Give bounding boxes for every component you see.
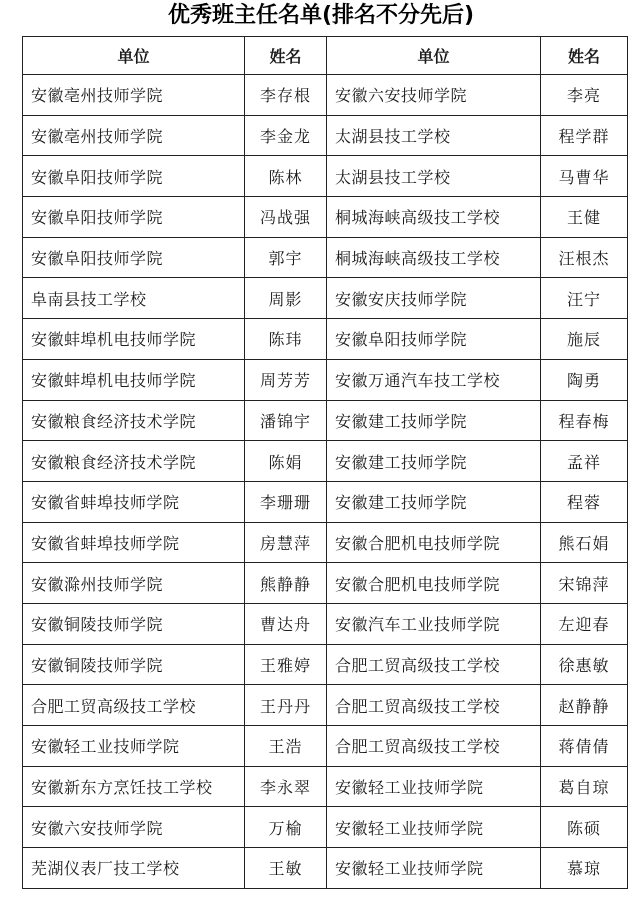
cell-name-left: 房慧萍 bbox=[245, 522, 327, 563]
cell-name-left: 曹达舟 bbox=[245, 603, 327, 644]
cell-name-left: 王敏 bbox=[245, 848, 327, 889]
cell-unit-left: 安徽阜阳技师学院 bbox=[23, 237, 245, 278]
cell-name-left: 李金龙 bbox=[245, 115, 327, 156]
cell-unit-right: 桐城海峡高级技工学校 bbox=[327, 197, 541, 238]
cell-unit-left: 安徽蚌埠机电技师学院 bbox=[23, 319, 245, 360]
cell-name-right: 程蓉 bbox=[541, 481, 628, 522]
table-row bbox=[23, 563, 628, 604]
document-title: 优秀班主任名单(排名不分先后) bbox=[167, 3, 475, 28]
cell-unit-right: 安徽建工技师学院 bbox=[327, 400, 541, 441]
cell-name-right: 程学群 bbox=[541, 115, 628, 156]
cell-unit-right: 安徽合肥机电技师学院 bbox=[327, 563, 541, 604]
cell-unit-right: 安徽阜阳技师学院 bbox=[327, 319, 541, 360]
cell-unit-right: 合肥工贸高级技工学校 bbox=[327, 685, 541, 726]
cell-name-right: 王健 bbox=[541, 197, 628, 238]
cell-name-right: 李亮 bbox=[541, 75, 628, 116]
cell-name-left: 周芳芳 bbox=[245, 359, 327, 400]
cell-name-right: 葛自琼 bbox=[541, 766, 628, 807]
cell-unit-left: 安徽新东方烹饪技工学校 bbox=[23, 766, 245, 807]
cell-unit-left: 安徽亳州技师学院 bbox=[23, 75, 245, 116]
cell-unit-left: 安徽阜阳技师学院 bbox=[23, 197, 245, 238]
header-name-left: 姓名 bbox=[245, 37, 327, 75]
cell-unit-right: 安徽汽车工业技师学院 bbox=[327, 603, 541, 644]
cell-unit-right: 安徽六安技师学院 bbox=[327, 75, 541, 116]
cell-unit-right: 安徽合肥机电技师学院 bbox=[327, 522, 541, 563]
table-row bbox=[23, 522, 628, 563]
cell-name-right: 施辰 bbox=[541, 319, 628, 360]
table-row bbox=[23, 603, 628, 644]
cell-unit-right: 安徽轻工业技师学院 bbox=[327, 766, 541, 807]
table-row bbox=[23, 278, 628, 319]
cell-name-left: 熊静静 bbox=[245, 563, 327, 604]
cell-unit-left: 安徽滁州技师学院 bbox=[23, 563, 245, 604]
table-row bbox=[23, 75, 628, 116]
cell-name-left: 李永翠 bbox=[245, 766, 327, 807]
cell-name-right: 汪宁 bbox=[541, 278, 628, 319]
cell-name-left: 冯战强 bbox=[245, 197, 327, 238]
table-row bbox=[23, 644, 628, 685]
cell-name-right: 宋锦萍 bbox=[541, 563, 628, 604]
cell-name-left: 陈娟 bbox=[245, 441, 327, 482]
header-unit-left: 单位 bbox=[23, 37, 245, 75]
table-row bbox=[23, 237, 628, 278]
cell-name-left: 郭宇 bbox=[245, 237, 327, 278]
cell-name-right: 赵静静 bbox=[541, 685, 628, 726]
cell-name-right: 左迎春 bbox=[541, 603, 628, 644]
cell-unit-left: 安徽阜阳技师学院 bbox=[23, 156, 245, 197]
roster-table bbox=[22, 36, 628, 889]
cell-unit-left: 安徽轻工业技师学院 bbox=[23, 726, 245, 767]
cell-unit-right: 安徽安庆技师学院 bbox=[327, 278, 541, 319]
cell-name-left: 万榆 bbox=[245, 807, 327, 848]
cell-unit-left: 安徽粮食经济技术学院 bbox=[23, 400, 245, 441]
cell-name-left: 潘锦宇 bbox=[245, 400, 327, 441]
cell-name-right: 慕琼 bbox=[541, 848, 628, 889]
cell-name-left: 李存根 bbox=[245, 75, 327, 116]
cell-name-right: 汪根杰 bbox=[541, 237, 628, 278]
cell-unit-right: 安徽轻工业技师学院 bbox=[327, 848, 541, 889]
cell-unit-left: 芜湖仪表厂技工学校 bbox=[23, 848, 245, 889]
header-row bbox=[23, 37, 628, 75]
cell-name-right: 陈硕 bbox=[541, 807, 628, 848]
table-row bbox=[23, 197, 628, 238]
table-row bbox=[23, 441, 628, 482]
cell-unit-left: 安徽亳州技师学院 bbox=[23, 115, 245, 156]
table-row bbox=[23, 359, 628, 400]
cell-name-left: 陈林 bbox=[245, 156, 327, 197]
cell-name-left: 王雅婷 bbox=[245, 644, 327, 685]
cell-unit-left: 安徽六安技师学院 bbox=[23, 807, 245, 848]
cell-name-left: 王丹丹 bbox=[245, 685, 327, 726]
cell-unit-left: 合肥工贸高级技工学校 bbox=[23, 685, 245, 726]
cell-unit-right: 安徽轻工业技师学院 bbox=[327, 807, 541, 848]
cell-name-left: 陈玮 bbox=[245, 319, 327, 360]
cell-unit-left: 安徽铜陵技师学院 bbox=[23, 644, 245, 685]
table-row bbox=[23, 807, 628, 848]
cell-name-right: 孟祥 bbox=[541, 441, 628, 482]
table-header bbox=[23, 37, 628, 75]
table-row bbox=[23, 685, 628, 726]
table-body bbox=[23, 75, 628, 889]
table-row bbox=[23, 156, 628, 197]
table-row bbox=[23, 848, 628, 889]
header-unit-right: 单位 bbox=[327, 37, 541, 75]
cell-unit-right: 桐城海峡高级技工学校 bbox=[327, 237, 541, 278]
cell-unit-right: 安徽万通汽车技工学校 bbox=[327, 359, 541, 400]
cell-unit-left: 安徽粮食经济技术学院 bbox=[23, 441, 245, 482]
cell-unit-right: 安徽建工技师学院 bbox=[327, 441, 541, 482]
table-row bbox=[23, 726, 628, 767]
header-name-right: 姓名 bbox=[541, 37, 628, 75]
cell-name-left: 李珊珊 bbox=[245, 481, 327, 522]
cell-name-right: 熊石娟 bbox=[541, 522, 628, 563]
cell-name-left: 王浩 bbox=[245, 726, 327, 767]
cell-unit-right: 合肥工贸高级技工学校 bbox=[327, 644, 541, 685]
cell-name-right: 陶勇 bbox=[541, 359, 628, 400]
cell-unit-right: 合肥工贸高级技工学校 bbox=[327, 726, 541, 767]
cell-unit-right: 太湖县技工学校 bbox=[327, 115, 541, 156]
cell-name-right: 马曹华 bbox=[541, 156, 628, 197]
table-row bbox=[23, 481, 628, 522]
cell-unit-right: 太湖县技工学校 bbox=[327, 156, 541, 197]
table-row bbox=[23, 319, 628, 360]
cell-name-right: 程春梅 bbox=[541, 400, 628, 441]
cell-unit-left: 安徽蚌埠机电技师学院 bbox=[23, 359, 245, 400]
cell-name-right: 蒋倩倩 bbox=[541, 726, 628, 767]
table-row bbox=[23, 115, 628, 156]
cell-name-left: 周影 bbox=[245, 278, 327, 319]
cell-unit-left: 安徽铜陵技师学院 bbox=[23, 603, 245, 644]
table-row bbox=[23, 400, 628, 441]
cell-unit-right: 安徽建工技师学院 bbox=[327, 481, 541, 522]
cell-name-right: 徐惠敏 bbox=[541, 644, 628, 685]
cell-unit-left: 阜南县技工学校 bbox=[23, 278, 245, 319]
table-row bbox=[23, 766, 628, 807]
cell-unit-left: 安徽省蚌埠技师学院 bbox=[23, 481, 245, 522]
cell-unit-left: 安徽省蚌埠技师学院 bbox=[23, 522, 245, 563]
